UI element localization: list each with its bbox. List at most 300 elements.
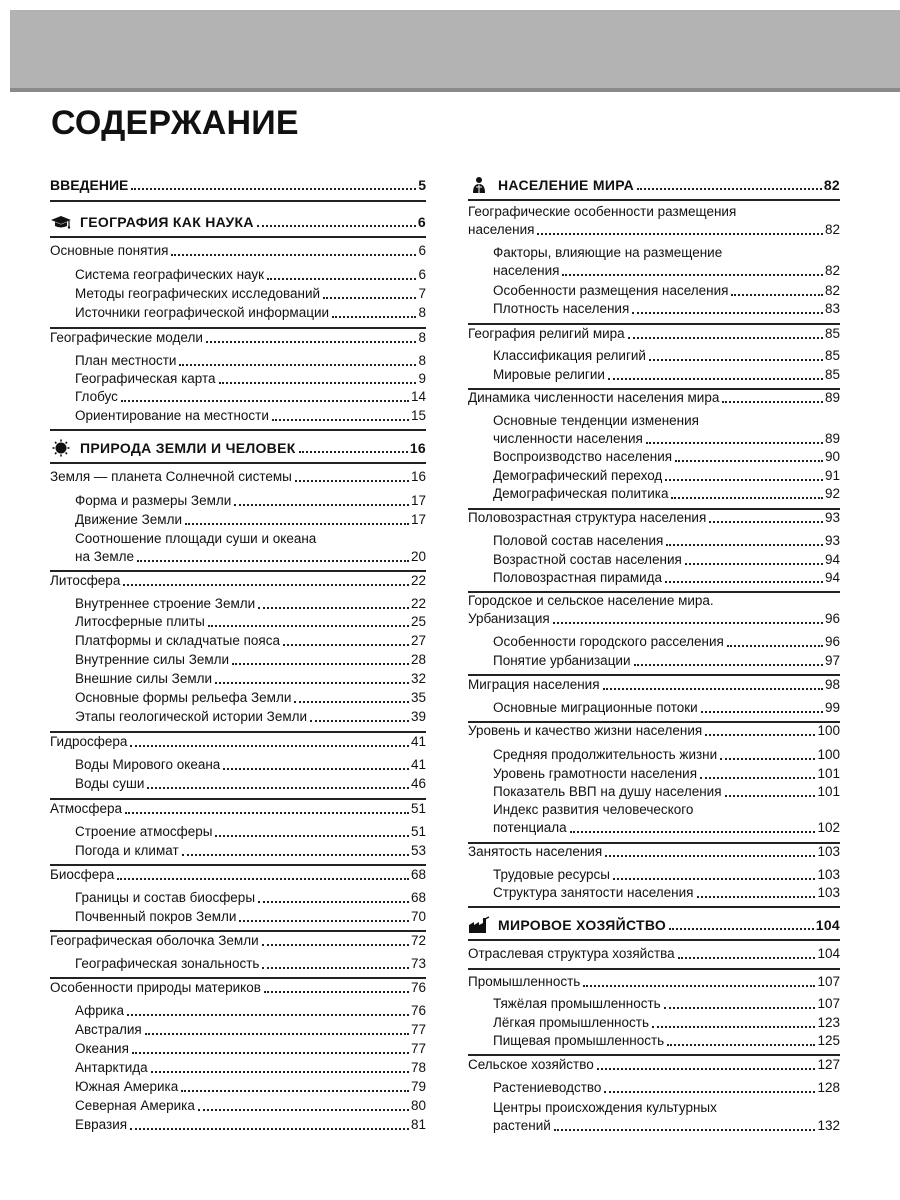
toc-title-wrap xyxy=(493,448,672,466)
toc-entry-title: Австралия xyxy=(75,1022,142,1037)
toc-title-wrap xyxy=(75,595,255,613)
toc-subentry[interactable] xyxy=(50,1078,426,1096)
toc-title-wrap xyxy=(75,548,134,566)
page-number: 107 xyxy=(817,996,840,1011)
toc-subentry[interactable] xyxy=(468,652,840,670)
dot-leader xyxy=(219,382,417,384)
toc-entry-title: численности населения xyxy=(493,431,643,446)
page-number: 51 xyxy=(410,801,426,816)
toc-entry-title: Строение атмосферы xyxy=(75,824,213,839)
toc-title-wrap xyxy=(75,388,118,406)
section-divider xyxy=(50,429,426,431)
toc-entry-title: на Земле xyxy=(75,549,135,564)
dot-leader xyxy=(652,1026,815,1028)
toc-subentry[interactable] xyxy=(468,633,840,651)
toc-title-wrap xyxy=(75,1040,129,1058)
toc-title-wrap xyxy=(75,492,231,510)
dot-leader xyxy=(727,645,823,647)
toc-subentry[interactable] xyxy=(50,689,426,707)
dot-leader xyxy=(185,523,409,525)
dot-leader xyxy=(258,901,409,903)
dot-leader xyxy=(649,359,823,361)
dot-leader xyxy=(554,1129,816,1131)
toc-entry-title: населения xyxy=(493,263,560,278)
page-number: 9 xyxy=(418,371,426,386)
toc-subentry[interactable] xyxy=(50,613,426,631)
dot-leader xyxy=(323,297,416,299)
toc-subentry[interactable] xyxy=(50,1021,426,1039)
dot-leader xyxy=(295,480,409,482)
page-number: 103 xyxy=(817,844,840,859)
toc-entry-title: Урбанизация xyxy=(468,611,550,626)
toc-entry-title: Тяжёлая промышленность xyxy=(493,996,661,1011)
toc-subentry[interactable] xyxy=(468,485,840,503)
dot-leader xyxy=(131,188,416,190)
page-number: 85 xyxy=(824,326,840,341)
toc-subentry[interactable] xyxy=(50,651,426,669)
section-divider xyxy=(50,200,426,202)
toc-title-wrap xyxy=(50,242,168,260)
page-number: 80 xyxy=(410,1098,426,1113)
page-number: 41 xyxy=(410,734,426,749)
toc-subentry[interactable] xyxy=(50,823,426,841)
toc-entry-title: ГЕОГРАФИЯ КАК НАУКА xyxy=(80,214,254,230)
toc-title-wrap xyxy=(493,366,605,384)
dot-leader xyxy=(608,378,823,380)
toc-entry[interactable] xyxy=(468,973,840,991)
dot-leader xyxy=(215,682,409,684)
dot-leader xyxy=(669,928,814,930)
toc-title-wrap xyxy=(468,389,719,407)
page-number: 27 xyxy=(410,633,426,648)
toc-entry[interactable] xyxy=(50,572,426,590)
page-number: 28 xyxy=(410,652,426,667)
toc-entry-title: Внутреннее строение Земли xyxy=(75,596,256,611)
toc-entry-title: Океания xyxy=(75,1041,129,1056)
toc-entry-title: Атмосфера xyxy=(50,801,123,816)
dot-leader xyxy=(705,734,815,736)
toc-title-wrap xyxy=(493,699,698,717)
toc-title-wrap xyxy=(75,352,176,370)
toc-title-wrap xyxy=(468,722,702,740)
page-number: 22 xyxy=(410,596,426,611)
toc-title-wrap xyxy=(50,733,127,751)
page-number: 132 xyxy=(817,1118,840,1133)
dot-leader xyxy=(232,663,409,665)
toc-entry-title: Северная Америка xyxy=(75,1098,195,1113)
toc-entry[interactable] xyxy=(468,676,840,694)
toc-subentry[interactable] xyxy=(468,1014,840,1032)
page-number: 94 xyxy=(824,552,840,567)
toc-title-wrap xyxy=(75,632,280,650)
toc-entry-title: Антарктида xyxy=(75,1060,148,1075)
page-number: 39 xyxy=(410,709,426,724)
toc-title-wrap xyxy=(50,213,254,231)
toc-title-wrap xyxy=(493,300,629,318)
toc-title-wrap xyxy=(75,511,182,529)
toc-entry-title: Занятость населения xyxy=(468,844,603,859)
toc-entry[interactable] xyxy=(50,176,426,194)
dot-leader xyxy=(722,401,823,403)
dot-leader xyxy=(603,688,823,690)
toc-subentry[interactable] xyxy=(468,866,840,884)
toc-entry[interactable] xyxy=(468,203,840,239)
toc-entry-title: Половозрастная структура населения xyxy=(468,510,707,525)
toc-entry-title: потенциала xyxy=(493,820,567,835)
toc-subentry[interactable] xyxy=(50,1116,426,1134)
toc-section-heading[interactable] xyxy=(50,213,426,231)
toc-entry-title: Трудовые ресурсы xyxy=(493,867,610,882)
dot-leader xyxy=(632,312,823,314)
toc-title-wrap xyxy=(468,676,600,694)
globe-person-icon xyxy=(468,176,490,194)
toc-title-wrap xyxy=(493,569,662,587)
toc-subentry[interactable] xyxy=(50,1059,426,1077)
page-number: 6 xyxy=(418,267,426,282)
toc-entry[interactable] xyxy=(468,592,840,628)
toc-entry-title: Особенности природы материков xyxy=(50,980,261,995)
toc-subentry[interactable] xyxy=(50,632,426,650)
toc-entry[interactable] xyxy=(468,722,840,740)
toc-entry-title: Географическая зональность xyxy=(75,956,260,971)
toc-subentry[interactable] xyxy=(50,908,426,926)
dot-leader xyxy=(667,1044,815,1046)
toc-title-wrap xyxy=(75,370,216,388)
toc-subentry[interactable] xyxy=(468,300,840,318)
section-divider xyxy=(468,968,840,970)
toc-subentry[interactable] xyxy=(50,756,426,774)
toc-subentry[interactable] xyxy=(468,448,840,466)
toc-entry-title: Миграция населения xyxy=(468,677,600,692)
toc-entry-title: Особенности городского расселения xyxy=(493,634,724,649)
page-number: 96 xyxy=(824,611,840,626)
dot-leader xyxy=(671,497,823,499)
toc-subentry[interactable] xyxy=(50,955,426,973)
page-number: 90 xyxy=(824,449,840,464)
toc-entry[interactable] xyxy=(50,932,426,950)
page-number: 83 xyxy=(824,301,840,316)
graduation-cap-icon xyxy=(50,213,72,231)
dot-leader xyxy=(147,787,409,789)
toc-subentry[interactable] xyxy=(50,1097,426,1115)
dot-leader xyxy=(685,563,823,565)
page-number: 16 xyxy=(409,440,426,456)
toc-title-wrap xyxy=(75,955,259,973)
dot-leader xyxy=(675,460,823,462)
page-number: 91 xyxy=(824,468,840,483)
toc-subentry[interactable] xyxy=(468,746,840,764)
toc-entry-title: Внешние силы Земли xyxy=(75,671,213,686)
toc-subentry[interactable] xyxy=(50,670,426,688)
toc-entry-title-line: Географические особенности размещения xyxy=(468,204,737,219)
toc-entry[interactable] xyxy=(468,325,840,343)
page-number: 102 xyxy=(817,820,840,835)
page-number: 82 xyxy=(824,263,840,278)
toc-title-wrap xyxy=(493,819,567,837)
dot-leader xyxy=(700,777,815,779)
dot-leader xyxy=(283,644,409,646)
dot-leader xyxy=(646,442,823,444)
page-number: 46 xyxy=(410,776,426,791)
page-number: 72 xyxy=(410,933,426,948)
page-number: 92 xyxy=(824,486,840,501)
toc-entry[interactable] xyxy=(468,1056,840,1074)
toc-subentry[interactable] xyxy=(50,304,426,322)
dot-leader xyxy=(267,278,416,280)
dot-leader xyxy=(130,1128,409,1130)
toc-entry-title: Особенности размещения населения xyxy=(493,283,729,298)
toc-entry[interactable] xyxy=(50,866,426,884)
toc-title-wrap xyxy=(75,1078,178,1096)
toc-entry-title: Форма и размеры Земли xyxy=(75,493,232,508)
toc-entry-title: Внутренние силы Земли xyxy=(75,652,230,667)
dot-leader xyxy=(332,316,416,318)
page-number: 77 xyxy=(410,1022,426,1037)
toc-subentry[interactable] xyxy=(50,352,426,370)
toc-title-wrap xyxy=(75,756,220,774)
toc-subentry[interactable] xyxy=(468,551,840,569)
toc-entry[interactable] xyxy=(50,733,426,751)
toc-section-heading[interactable] xyxy=(50,439,426,457)
toc-title-wrap xyxy=(493,551,682,569)
dot-leader xyxy=(198,1109,409,1111)
page-number: 79 xyxy=(410,1079,426,1094)
page-title: СОДЕРЖАНИЕ xyxy=(51,104,299,142)
toc-entry-title: Этапы геологической истории Земли xyxy=(75,709,308,724)
toc-title-wrap xyxy=(75,1097,195,1115)
dot-leader xyxy=(697,896,816,898)
section-divider xyxy=(50,462,426,464)
toc-title-wrap xyxy=(493,866,610,884)
toc-subentry[interactable] xyxy=(468,412,840,448)
toc-subentry[interactable] xyxy=(468,801,840,837)
toc-subentry[interactable] xyxy=(468,1032,840,1050)
toc-entry-title: Система географических наук xyxy=(75,267,265,282)
page-number: 85 xyxy=(824,367,840,382)
toc-title-wrap xyxy=(468,221,534,239)
toc-entry-title: Уровень и качество жизни населения xyxy=(468,723,703,738)
dot-leader xyxy=(731,294,822,296)
toc-title-wrap xyxy=(493,485,668,503)
toc-subentry[interactable] xyxy=(50,889,426,907)
toc-subentry[interactable] xyxy=(468,884,840,902)
top-gray-band xyxy=(10,10,900,92)
dot-leader xyxy=(665,479,823,481)
toc-entry[interactable] xyxy=(468,389,840,407)
toc-entry[interactable] xyxy=(50,800,426,818)
toc-title-wrap xyxy=(50,932,259,950)
toc-entry[interactable] xyxy=(50,979,426,997)
toc-entry-title: Динамика численности населения мира xyxy=(468,390,720,405)
toc-entry-title: Границы и состав биосферы xyxy=(75,890,256,905)
toc-subentry[interactable] xyxy=(468,699,840,717)
toc-title-wrap xyxy=(50,468,292,486)
toc-subentry[interactable] xyxy=(468,569,840,587)
toc-title-wrap xyxy=(468,325,625,343)
toc-subentry[interactable] xyxy=(50,842,426,860)
toc-subentry[interactable] xyxy=(50,266,426,284)
toc-subentry[interactable] xyxy=(50,775,426,793)
toc-entry-title: Методы географических исследований xyxy=(75,286,321,301)
dot-leader xyxy=(239,920,409,922)
toc-title-wrap xyxy=(493,884,694,902)
toc-title-wrap xyxy=(75,285,320,303)
toc-entry-title: Глобус xyxy=(75,389,118,404)
page-number: 100 xyxy=(817,723,840,738)
page-number: 25 xyxy=(410,614,426,629)
dot-leader xyxy=(562,274,823,276)
dot-leader xyxy=(151,1071,409,1073)
dot-leader xyxy=(628,337,823,339)
toc-subentry[interactable] xyxy=(468,347,840,365)
toc-subentry[interactable] xyxy=(468,467,840,485)
page-number: 17 xyxy=(410,493,426,508)
toc-entry-title: населения xyxy=(468,222,535,237)
toc-title-wrap xyxy=(75,689,291,707)
dot-leader xyxy=(553,622,823,624)
toc-section-heading[interactable] xyxy=(468,916,840,934)
toc-subentry[interactable] xyxy=(468,765,840,783)
toc-title-wrap xyxy=(493,467,662,485)
page-number: 101 xyxy=(817,766,840,781)
page-number: 98 xyxy=(824,677,840,692)
dot-leader xyxy=(208,625,409,627)
dot-leader xyxy=(605,855,815,857)
toc-subentry[interactable] xyxy=(50,285,426,303)
toc-title-wrap xyxy=(493,347,646,365)
toc-entry-title: Почвенный покров Земли xyxy=(75,909,237,924)
toc-title-wrap xyxy=(493,532,663,550)
toc-subentry[interactable] xyxy=(468,1079,840,1097)
toc-title-wrap xyxy=(75,266,264,284)
toc-entry[interactable] xyxy=(468,843,840,861)
toc-subentry[interactable] xyxy=(50,511,426,529)
toc-entry[interactable] xyxy=(468,945,840,963)
page-number: 82 xyxy=(824,283,840,298)
toc-subentry[interactable] xyxy=(50,1040,426,1058)
toc-entry-title: Географическая карта xyxy=(75,371,216,386)
page-number: 8 xyxy=(418,330,426,345)
dot-leader xyxy=(145,1033,409,1035)
dot-leader xyxy=(666,544,823,546)
toc-entry-title: План местности xyxy=(75,353,177,368)
toc-entry-title: Евразия xyxy=(75,1117,128,1132)
toc-entry[interactable] xyxy=(50,468,426,486)
toc-entry-title: Показатель ВВП на душу населения xyxy=(493,784,722,799)
page-number: 94 xyxy=(824,570,840,585)
toc-entry-title: Основные миграционные потоки xyxy=(493,700,698,715)
toc-subentry[interactable] xyxy=(468,995,840,1013)
page-number: 32 xyxy=(410,671,426,686)
page-number: 85 xyxy=(824,348,840,363)
dot-leader xyxy=(678,957,816,959)
page-number: 104 xyxy=(815,917,840,933)
toc-entry-title: Платформы и складчатые пояса xyxy=(75,633,280,648)
toc-title-wrap xyxy=(493,746,717,764)
section-divider xyxy=(50,236,426,238)
toc-title-wrap xyxy=(75,708,307,726)
toc-subentry[interactable] xyxy=(50,1002,426,1020)
toc-entry-title: Средняя продолжительность жизни xyxy=(493,747,718,762)
sun-icon xyxy=(50,439,72,457)
toc-entry-title: Демографическая политика xyxy=(493,486,669,501)
dot-leader xyxy=(310,720,409,722)
page-number: 17 xyxy=(410,512,426,527)
toc-subentry[interactable] xyxy=(468,783,840,801)
toc-subentry[interactable] xyxy=(50,492,426,510)
toc-subentry[interactable] xyxy=(468,282,840,300)
dot-leader xyxy=(725,795,816,797)
section-divider xyxy=(468,199,840,201)
toc-subentry[interactable] xyxy=(50,388,426,406)
toc-title-wrap xyxy=(50,800,122,818)
toc-title-wrap xyxy=(50,866,114,884)
toc-subentry[interactable] xyxy=(50,595,426,613)
page-number: 51 xyxy=(410,824,426,839)
dot-leader xyxy=(709,521,823,523)
toc-entry-title: Лёгкая промышленность xyxy=(493,1015,649,1030)
page-number: 16 xyxy=(410,469,426,484)
toc-entry[interactable] xyxy=(50,329,426,347)
toc-entry-title: Географические модели xyxy=(50,330,203,345)
toc-title-wrap xyxy=(75,1059,148,1077)
toc-entry-title: Воды суши xyxy=(75,776,145,791)
dot-leader xyxy=(179,364,416,366)
toc-subentry[interactable] xyxy=(50,370,426,388)
toc-subentry[interactable] xyxy=(468,244,840,280)
toc-title-wrap xyxy=(493,783,722,801)
page-number: 14 xyxy=(410,389,426,404)
toc-entry-title: Основные формы рельефа Земли xyxy=(75,690,292,705)
toc-subentry[interactable] xyxy=(50,407,426,425)
toc-title-wrap xyxy=(493,1117,551,1135)
dot-leader xyxy=(206,341,417,343)
toc-subentry[interactable] xyxy=(468,532,840,550)
toc-entry-title: Биосфера xyxy=(50,867,115,882)
toc-entry-title: Источники географической информации xyxy=(75,305,330,320)
page-number: 100 xyxy=(817,747,840,762)
dot-leader xyxy=(262,967,409,969)
toc-title-wrap xyxy=(468,843,602,861)
dot-leader xyxy=(123,584,409,586)
page-number: 41 xyxy=(410,757,426,772)
dot-leader xyxy=(137,560,409,562)
toc-entry[interactable] xyxy=(468,509,840,527)
page-number: 104 xyxy=(817,946,840,961)
dot-leader xyxy=(125,812,409,814)
toc-entry-title: ПРИРОДА ЗЕМЛИ И ЧЕЛОВЕК xyxy=(80,440,296,456)
toc-subentry[interactable] xyxy=(468,366,840,384)
toc-entry-title: География религий мира xyxy=(468,326,625,341)
toc-entry[interactable] xyxy=(50,242,426,260)
dot-leader xyxy=(597,1068,816,1070)
dot-leader xyxy=(121,400,409,402)
dot-leader xyxy=(604,1091,815,1093)
toc-title-wrap xyxy=(75,1116,127,1134)
toc-subentry[interactable] xyxy=(50,708,426,726)
toc-entry-title: Отраслевая структура хозяйства xyxy=(468,946,675,961)
toc-subentry[interactable] xyxy=(468,1099,840,1135)
page-number: 123 xyxy=(817,1015,840,1030)
toc-title-wrap xyxy=(493,1014,649,1032)
toc-entry-title: Растениеводство xyxy=(493,1080,602,1095)
dot-leader xyxy=(258,607,409,609)
toc-subentry[interactable] xyxy=(50,530,426,566)
toc-entry-title-line: Факторы, влияющие на размещение xyxy=(493,245,723,260)
toc-title-wrap xyxy=(75,304,329,322)
toc-section-heading[interactable] xyxy=(468,176,840,194)
page-number: 73 xyxy=(410,956,426,971)
